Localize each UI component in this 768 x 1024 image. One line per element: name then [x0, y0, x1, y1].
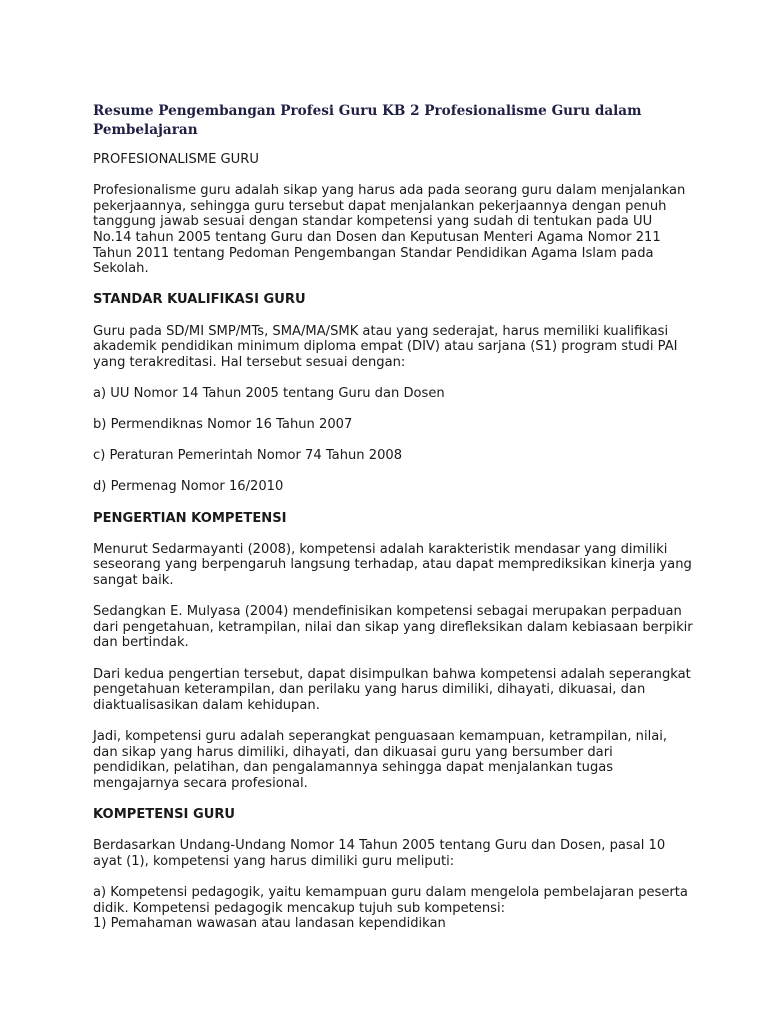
- paragraph-sedarmayanti: Menurut Sedarmayanti (2008), kompetensi adalah karakteristik mendasar yang dimiliki seseorang yang berpengaruh langsung terhadap, atau dapat memprediksikan kinerja yang sangat baik.: [93, 541, 692, 589]
- sub-item-pemahaman-wawasan: 1) Pemahaman wawasan atau landasan kependidikan: [93, 916, 446, 932]
- list-item-permendiknas: b) Permendiknas Nomor 16 Tahun 2007: [93, 417, 353, 433]
- section-heading-kompetensi-guru: KOMPETENSI GURU: [93, 806, 236, 822]
- paragraph-kompetensi-guru-definisi: Jadi, kompetensi guru adalah seperangkat penguasaan kemampuan, ketrampilan, nilai, dan sikap yang harus dimiliki, dihayati, dan dikuasai guru yang bersumber dari pendidikan, pelatihan, dan pengalamannya sehingga dapat menjalankan tugas mengajarnya secara profesional.: [93, 728, 668, 791]
- list-item-pp: c) Peraturan Pemerintah Nomor 74 Tahun 2008: [93, 448, 403, 464]
- section-heading-profesionalisme: PROFESIONALISME GURU: [93, 152, 259, 167]
- list-item-permenag: d) Permenag Nomor 16/2010: [93, 479, 284, 495]
- paragraph-mulyasa: Sedangkan E. Mulyasa (2004) mendefinisikan kompetensi sebagai merupakan perpaduan dari pengetahuan, ketrampilan, nilai dan sikap yang direfleksikan dalam kebiasaan berpikir dan bertindak.: [93, 604, 693, 651]
- document-body: [93, 152, 693, 932]
- paragraph-kesimpulan: Dari kedua pengertian tersebut, dapat disimpulkan bahwa kompetensi adalah seperangkat pengetahuan keterampilan, dan perilaku yang harus dimiliki, dihayati, dikuasai, dan diaktualisasikan dalam kehidupan.: [93, 666, 691, 713]
- paragraph-standar-kualifikasi: Guru pada SD/MI SMP/MTs, SMA/MA/SMK atau yang sederajat, harus memiliki kualifikasi akademik pendidikan minimum diploma empat (DIV) atau sarjana (S1) program studi PAI yang terakreditasi. Hal tersebut sesuai dengan:: [93, 323, 678, 370]
- section-heading-pengertian-kompetensi: PENGERTIAN KOMPETENSI: [93, 510, 287, 526]
- paragraph-profesionalisme: Profesionalisme guru adalah sikap yang harus ada pada seorang guru dalam menjalankan pekerjaannya, sehingga guru tersebut dapat menjalankan pekerjaannya dengan penuh tanggung jawab sesuai dengan standar kompetensi yang sudah di tentukan pada UU No.14 tahun 2005 tentang Guru dan Dosen dan Keputusan Menteri Agama Nomor 211 Tahun 2011 tentang Pedoman Pengembangan Standar Pendidikan Agama Islam pada Sekolah.: [93, 183, 686, 277]
- document-title: Resume Pengembangan Profesi Guru KB 2 Profesionalisme Guru dalam Pembelajaran: [93, 103, 642, 138]
- section-heading-standar-kualifikasi: STANDAR KUALIFIKASI GURU: [93, 292, 306, 308]
- list-item-kompetensi-pedagogik: a) Kompetensi pedagogik, yaitu kemampuan guru dalam mengelola pembelajaran peserta didik. Kompetensi pedagogik mencakup tujuh sub kompetensi:: [93, 884, 688, 916]
- paragraph-uu-pasal-10: Berdasarkan Undang-Undang Nomor 14 Tahun 2005 tentang Guru dan Dosen, pasal 10 ayat (1), kompetensi yang harus dimiliki guru meliputi:: [93, 838, 666, 869]
- list-item-uu: a) UU Nomor 14 Tahun 2005 tentang Guru dan Dosen: [93, 385, 445, 401]
